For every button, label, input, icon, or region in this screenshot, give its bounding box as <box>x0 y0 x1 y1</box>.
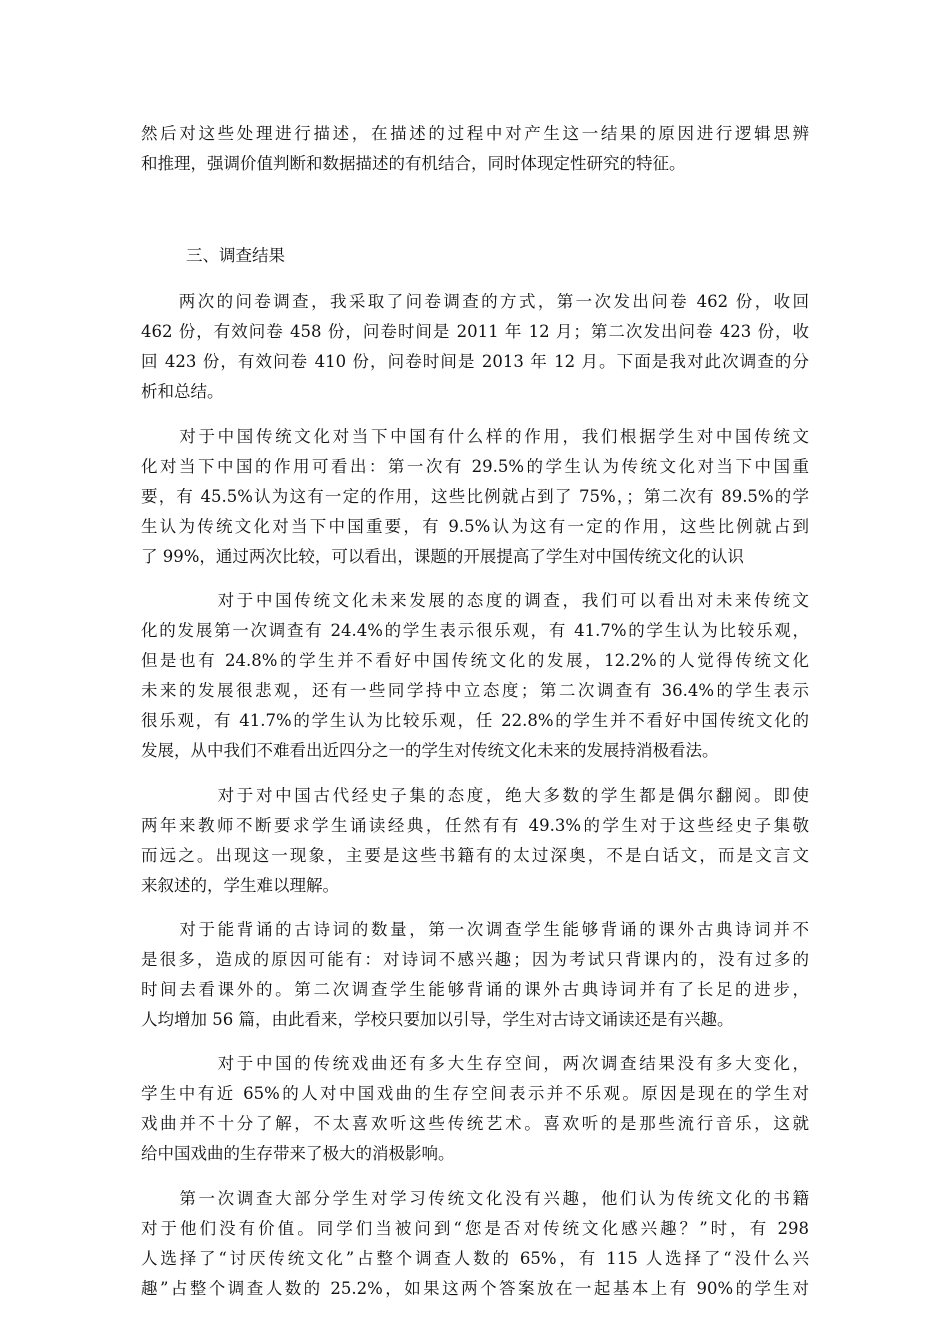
text-line: 很乐观，有 41.7%的学生认为比较乐观，任 22.8%的学生并不看好中国传统文化的 <box>141 711 809 730</box>
text-line: 回 423 份，有效问卷 410 份，问卷时间是 2013 年 12 月。下面是我对此次调查的分 <box>141 352 809 371</box>
text-line: 对于他们没有价值。同学们当被问到“您是否对传统文化感兴趣？”时，有 298 <box>141 1219 809 1238</box>
text-line: 趣”占整个调查人数的 25.2%，如果这两个答案放在一起基本上有 90%的学生对 <box>141 1279 809 1298</box>
text-line: 未来的发展很悲观，还有一些同学持中立态度；第二次调查有 36.4%的学生表示 <box>141 681 809 700</box>
text-line: 来叙述的，学生难以理解。 <box>141 876 339 895</box>
text-line: 时间去看课外的。第二次调查学生能够背诵的课外古典诗词并有了长足的进步， <box>141 980 809 999</box>
text-line: 462 份，有效问卷 458 份，问卷时间是 2011 年 12 月；第二次发出问卷 423 份，收 <box>141 322 809 341</box>
text-line: 给中国戏曲的生存带来了极大的消极影响。 <box>141 1144 455 1163</box>
text-line: 对于中国的传统戏曲还有多大生存空间，两次调查结果没有多大变化， <box>141 1054 809 1073</box>
text-line: 然后对这些处理进行描述，在描述的过程中对产生这一结果的原因进行逻辑思辨 <box>141 124 809 143</box>
text-line: 学生中有近 65%的人对中国戏曲的生存空间表示并不乐观。原因是现在的学生对 <box>141 1084 809 1103</box>
text-line: 戏曲并不十分了解，不太喜欢听这些传统艺术。喜欢听的是那些流行音乐，这就 <box>141 1114 809 1133</box>
text-line: 而远之。出现这一现象，主要是这些书籍有的太过深奥，不是白话文，而是文言文 <box>141 846 809 865</box>
text-line: 但是也有 24.8%的学生并不看好中国传统文化的发展，12.2%的人觉得传统文化 <box>141 651 809 670</box>
text-line: 第一次调查大部分学生对学习传统文化没有兴趣，他们认为传统文化的书籍 <box>141 1189 809 1208</box>
text-line: 对于对中国古代经史子集的态度，绝大多数的学生都是偶尔翻阅。即使 <box>141 786 809 805</box>
text-line: 和推理，强调价值判断和数据描述的有机结合，同时体现定性研究的特征。 <box>141 154 686 173</box>
text-line: 化的发展第一次调查有 24.4%的学生表示很乐观，有 41.7%的学生认为比较乐观， <box>141 621 809 640</box>
text-line: 人均增加 56 篇，由此看来，学校只要加以引导，学生对古诗文诵读还是有兴趣。 <box>141 1010 734 1029</box>
text-line: 对于中国传统文化未来发展的态度的调查，我们可以看出对未来传统文 <box>141 591 809 610</box>
text-line: 化对当下中国的作用可看出：第一次有 29.5%的学生认为传统文化对当下中国重 <box>141 457 809 476</box>
text-line: 发展，从中我们不难看出近四分之一的学生对传统文化未来的发展持消极看法。 <box>141 741 719 760</box>
text-line: 要，有 45.5%认为这有一定的作用，这些比例就占到了 75%，；第二次有 89.5%的学 <box>141 487 809 506</box>
text-line: 生认为传统文化对当下中国重要，有 9.5%认为这有一定的作用，这些比例就占到 <box>141 517 809 536</box>
text-line: 析和总结。 <box>141 382 224 401</box>
text-line: 对于能背诵的古诗词的数量，第一次调查学生能够背诵的课外古典诗词并不 <box>141 920 809 939</box>
text-line: 对于中国传统文化对当下中国有什么样的作用，我们根据学生对中国传统文 <box>141 427 809 446</box>
text-line: 人选择了“讨厌传统文化”占整个调查人数的 65%，有 115 人选择了“没什么兴 <box>141 1249 809 1268</box>
text-line: 两年来教师不断要求学生诵读经典，任然有有 49.3%的学生对于这些经史子集敬 <box>141 816 809 835</box>
text-line: 是很多，造成的原因可能有：对诗词不感兴趣；因为考试只背课内的，没有过多的 <box>141 950 809 969</box>
section-heading: 三、调查结果 <box>186 246 285 265</box>
text-line: 两次的问卷调查，我采取了问卷调查的方式，第一次发出问卷 462 份，收回 <box>141 292 809 311</box>
text-line: 了 99%，通过两次比较，可以看出，课题的开展提高了学生对中国传统文化的认识 <box>141 547 744 566</box>
